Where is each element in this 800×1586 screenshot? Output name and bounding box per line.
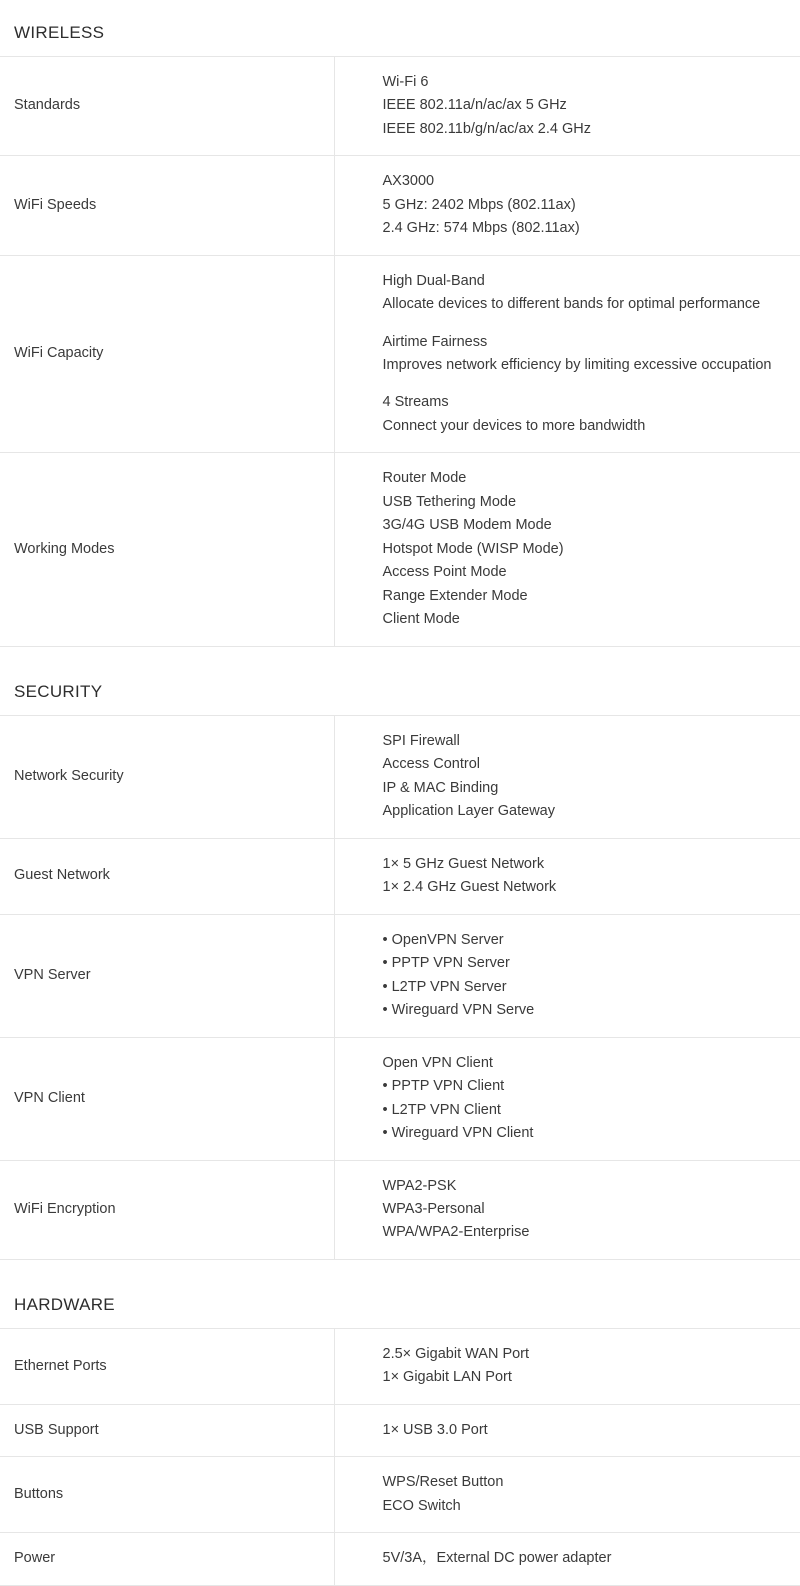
spec-value: [334, 1404, 800, 1456]
spec-value-line: 5V/3A，External DC power adapter: [382, 1550, 612, 1567]
spec-value: [334, 453, 800, 646]
spec-value-line: Connect your devices to more bandwidth: [382, 417, 646, 434]
spec-value-line: 5 GHz: 2402 Mbps (802.11ax): [382, 196, 576, 213]
table-row: [0, 156, 800, 255]
spec-label: WiFi Capacity: [0, 255, 334, 452]
spec-value-line: • Wireguard VPN Client: [382, 1125, 534, 1142]
spec-label: Power: [0, 1533, 334, 1585]
section-header: [0, 10, 800, 56]
spec-value-line: 2.5× Gigabit WAN Port: [382, 1345, 530, 1362]
top-spacer: [0, 0, 800, 10]
section-header: [0, 1282, 800, 1328]
table-row: [0, 1533, 800, 1585]
section-spacer: [0, 647, 800, 669]
spec-value-line: IEEE 802.11a/n/ac/ax 5 GHz: [382, 97, 567, 114]
spec-value-line: High Dual-Band: [382, 272, 485, 289]
spec-label: Working Modes: [0, 453, 334, 646]
spec-value-line: 3G/4G USB Modem Mode: [382, 517, 552, 534]
spec-value-line: ECO Switch: [382, 1497, 461, 1514]
spec-value-line: [383, 317, 787, 331]
spec-value-line: Access Point Mode: [382, 564, 507, 581]
spec-value-line: Router Mode: [382, 470, 467, 487]
spec-value-line: WPA2-PSK: [382, 1177, 457, 1194]
spec-value-line: WPS/Reset Button: [382, 1474, 504, 1491]
spec-value-line: • PPTP VPN Client: [382, 1078, 505, 1095]
spec-value: [334, 715, 800, 838]
table-row: [0, 1328, 800, 1404]
table-row: [0, 453, 800, 646]
section-title: WIRELESS: [14, 22, 105, 42]
spec-value: [334, 255, 800, 452]
spec-value-line: Client Mode: [382, 611, 460, 628]
table-row: [0, 1160, 800, 1259]
spec-value: [334, 1037, 800, 1160]
spec-value-line: Allocate devices to different bands for optimal performance: [382, 296, 761, 313]
spec-value-line: IEEE 802.11b/g/n/ac/ax 2.4 GHz: [382, 120, 591, 137]
spec-value-line: 2.4 GHz: 574 Mbps (802.11ax): [382, 220, 580, 237]
spec-label: VPN Server: [0, 914, 334, 1037]
spec-label: USB Support: [0, 1404, 334, 1456]
spec-value-line: Airtime Fairness: [382, 333, 488, 350]
spec-value-line: • L2TP VPN Client: [382, 1101, 501, 1118]
section-title: HARDWARE: [14, 1294, 115, 1314]
spec-value-line: 4 Streams: [382, 394, 449, 411]
spec-value-line: Range Extender Mode: [382, 587, 528, 604]
spec-value-line: AX3000: [382, 173, 435, 190]
table-row: [0, 1037, 800, 1160]
table-row: [0, 57, 800, 156]
spec-value-line: WPA/WPA2-Enterprise: [382, 1224, 530, 1241]
table-row: [0, 1404, 800, 1456]
spec-value-line: IP & MAC Binding: [382, 779, 499, 796]
spec-table: [0, 715, 800, 1260]
spec-label: Network Security: [0, 715, 334, 838]
spec-value-line: Access Control: [382, 756, 481, 773]
table-row: [0, 715, 800, 838]
spec-value: [334, 1328, 800, 1404]
spec-value-line: • L2TP VPN Server: [382, 978, 507, 995]
spec-value-line: 1× 5 GHz Guest Network: [382, 855, 545, 872]
spec-value-line: 1× 2.4 GHz Guest Network: [382, 879, 557, 896]
spec-value-line: Hotspot Mode (WISP Mode): [382, 540, 564, 557]
spec-value-line: • PPTP VPN Server: [382, 955, 510, 972]
sections-container: [0, 10, 800, 1586]
spec-value: [334, 838, 800, 914]
spec-value-line: Wi-Fi 6: [382, 74, 429, 90]
table-row: [0, 914, 800, 1037]
spec-value-line: • Wireguard VPN Serve: [382, 1002, 535, 1019]
section-header: [0, 669, 800, 715]
spec-value-line: Improves network efficiency by limiting excessive occupation: [382, 357, 772, 374]
spec-value-line: USB Tethering Mode: [382, 493, 517, 510]
table-row: [0, 838, 800, 914]
spec-value: [334, 1160, 800, 1259]
spec-label: Guest Network: [0, 838, 334, 914]
section-title: SECURITY: [14, 681, 103, 701]
spec-value-line: 1× USB 3.0 Port: [382, 1421, 488, 1438]
spec-value-line: Application Layer Gateway: [382, 803, 555, 820]
spec-label: WiFi Speeds: [0, 156, 334, 255]
spec-value-line: SPI Firewall: [382, 732, 460, 749]
spec-value: [334, 1533, 800, 1585]
section-spacer: [0, 1260, 800, 1282]
spec-table: [0, 56, 800, 647]
spec-value-line: 1× Gigabit LAN Port: [382, 1369, 512, 1386]
spec-table: [0, 1328, 800, 1586]
spec-label: Buttons: [0, 1457, 334, 1533]
spec-value-line: WPA3-Personal: [382, 1201, 485, 1217]
spec-label: Standards: [0, 57, 334, 156]
table-row: [0, 255, 800, 452]
spec-value-line: Open VPN Client: [382, 1054, 493, 1071]
spec-value-line: • OpenVPN Server: [382, 931, 504, 948]
spec-value: [334, 156, 800, 255]
table-row: [0, 1457, 800, 1533]
spec-value: [334, 57, 800, 156]
spec-value-line: [383, 378, 787, 392]
spec-label: WiFi Encryption: [0, 1160, 334, 1259]
spec-label: Ethernet Ports: [0, 1328, 334, 1404]
spec-value: [334, 914, 800, 1037]
spec-value: [334, 1457, 800, 1533]
spec-label: VPN Client: [0, 1037, 334, 1160]
